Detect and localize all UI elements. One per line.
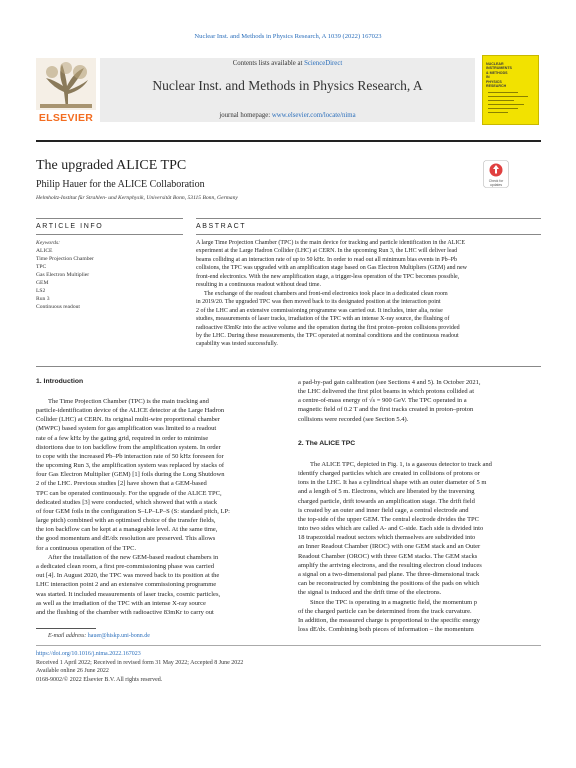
body-line: the top-side of the upper GEM. The central electrode divides the TPC: [298, 515, 479, 523]
abstract-line: experiment at the Large Hadron Collider (LHC) at CERN. In the upcoming Run 3, the LHC will deliver lead: [196, 248, 458, 255]
email-label: E-mail address:: [48, 633, 87, 639]
body-line: collisions were recorded (see Section 5.4).: [298, 415, 409, 423]
body-line: charged particle, drift towards an amplification stage. The drift field: [298, 497, 475, 505]
body-line: TPC can be operated continuously. For the upgrade of the ALICE TPC,: [36, 489, 222, 497]
footer-info: [36, 650, 243, 684]
body-line: ions in the LHC. It has a cylindrical shape with an outer diameter of 5 m: [298, 479, 487, 487]
body-line: an Inner Readout Chamber (IROC) with one GEM stack and an Outer: [298, 543, 481, 551]
email-footnote: [48, 632, 150, 641]
tpc-paragraph-2: [298, 598, 541, 635]
keywords-label: Keywords:: [36, 240, 61, 246]
abstract-line: 2 of the LHC and an extensive commissioning programme was carried out. It includes, inter alia, noise: [196, 307, 443, 314]
body-line: the upcoming Run 3, the amplification system was replaced by stacks of: [36, 462, 225, 470]
abstract-rule-bottom: [36, 366, 541, 367]
article-title: The upgraded ALICE TPC: [36, 158, 187, 173]
body-line: Since the TPC is operating in a magnetic field, the momentum p: [310, 599, 478, 606]
abstract-line: front-end electronics. With the new amplification stage, a trigger-less operation of the TPC becomes possible,: [196, 273, 460, 280]
abstract-line: capability was tested successfully.: [196, 341, 278, 348]
cover-decoration: [486, 90, 536, 118]
intro-paragraph-1: [36, 397, 280, 553]
body-line: dedicated studies [3] were conducted, which showed that with a stack: [36, 498, 218, 506]
intro-paragraph-2: [36, 553, 280, 617]
keyword-item: TPC: [36, 264, 47, 270]
body-line: Collider (LHC) at CERN. Its original multi-wire proportional chamber: [36, 416, 220, 424]
body-line: the LHC delivered the first pilot beams in which protons collided at: [298, 388, 475, 396]
received-dates: Received 1 April 2022; Received in revised form 31 May 2022; Accepted 8 June 2022: [36, 659, 244, 666]
homepage-link[interactable]: www.elsevier.com/locate/nima: [271, 112, 356, 119]
body-line: amplify the arriving electrons, and the resulting electron cloud induces: [298, 561, 482, 569]
contents-line: [100, 60, 475, 67]
body-line: LHC interaction point 2 and an extensive commissioning programme: [36, 581, 217, 589]
abstract-rule-top: [196, 218, 541, 219]
cover-title: [486, 62, 536, 88]
cover-line: NUCLEAR: [486, 62, 504, 66]
affiliation: Helmholtz-Institut für Strahlen- und Kernphysik, Universität Bonn, 53115 Bonn, Germany: [36, 195, 238, 201]
info-rule-mid: [36, 234, 183, 235]
body-line: to cope with the increased Pb–Pb interaction rate of 50 kHz foreseen for: [36, 452, 224, 460]
body-line: a pad-by-pad gain calibration (see Sections 4 and 5). In October 2021,: [298, 379, 481, 386]
keyword-item: Run 3: [36, 296, 50, 302]
body-line: four Gas Electron Multiplier (GEM) [1] foils during the Long Shutdown: [36, 471, 225, 479]
abstract-rule-mid: [196, 234, 541, 235]
homepage-line: [100, 112, 475, 119]
abstract-paragraph-2: [196, 290, 541, 349]
body-line: 18 trapezoidal readout sectors which themselves are subdivided into: [298, 534, 476, 542]
body-line: the signal is induced and the drift time of the electrons.: [298, 589, 442, 597]
copyright: 0168-9002/© 2022 Elsevier B.V. All rights reserved.: [36, 676, 163, 683]
body-line: a centre-of-mass energy of √s = 900 GeV. The TPC operated in a: [298, 397, 467, 405]
body-line: a signal on a two-dimensional pad plane. The three-dimensional track: [298, 570, 480, 578]
body-line: out [4]. In August 2020, the TPC was moved back to its position at the: [36, 572, 220, 580]
author-line[interactable]: Philip Hauer for the ALICE Collaboration: [36, 179, 205, 190]
body-line: loss dE/dx. Combining both pieces of information – the momentum: [298, 626, 474, 634]
keyword-item: LS2: [36, 288, 46, 294]
body-line: After the installation of the new GEM-based readout chambers in: [48, 554, 219, 561]
body-line: into two sides which are called A- and C-side. Each side is divided into: [298, 525, 484, 533]
keyword-item: Continuous readout: [36, 304, 80, 310]
publisher-logo-text: ELSEVIER: [38, 112, 94, 124]
article-info-heading: ARTICLE INFO: [36, 223, 104, 230]
abstract-line: radioactive 83mKr into the active volume and the operation during the first proton–proton collisions provided: [196, 324, 460, 331]
body-line: the ion backflow can be kept at a manageable level. At the same time,: [36, 526, 218, 534]
abstract-line: studies, measurements of laser tracks, irradiation of the TPC with an intense X-ray source, the flushing of: [196, 316, 450, 323]
body-line: rate of a few kHz by the gating grid, required in order to minimise: [36, 434, 209, 442]
email-link[interactable]: hauer@hiskp.uni-bonn.de: [87, 633, 150, 639]
abstract-paragraph-1: [196, 239, 541, 289]
body-line: as well as the irradiation of the TPC with an intense X-ray source: [36, 599, 206, 607]
keyword-item: Gas Electron Multiplier: [36, 272, 90, 278]
info-rule-top: [36, 218, 183, 219]
body-line: (MWPC) based system for gas amplification was limited to a readout: [36, 425, 217, 433]
cover-line: & METHODS: [486, 70, 508, 75]
header-rule: [36, 140, 541, 142]
body-line: can be reconstructed by combining the positions of the pads on which: [298, 580, 480, 588]
running-head[interactable]: Nuclear Inst. and Methods in Physics Research, A 1039 (2022) 167023: [194, 33, 382, 40]
abstract-line: resulting in a continuous readout without dead time.: [196, 282, 321, 289]
abstract-line: The exchange of the readout chambers and front-end electronics took place in a dedicated clean room: [204, 291, 448, 297]
body-line: was started. It included measurements of laser tracks, cosmic particles,: [36, 590, 221, 598]
abstract-heading: ABSTRACT: [196, 223, 247, 230]
abstract-line: collisions, the TPC was upgraded with an amplification stage based on Gas Electron Multipliers (GEM) and new: [196, 265, 467, 272]
keyword-item: Time Projection Chamber: [36, 256, 94, 262]
body-line: particle-identification device of the ALICE detector at the Large Hadron: [36, 407, 225, 415]
body-line: of four GEM foils in the configuration S–LP–LP–S (S: standard pitch, LP:: [36, 507, 230, 515]
body-line: a dedicated clean room, a first pre-commissioning phase was carried: [36, 563, 214, 571]
body-line: identify charged particles which are created in collisions of protons or: [298, 470, 480, 478]
abstract-line: A large Time Projection Chamber (TPC) is the main device for tracking and particle identification in the ALICE: [196, 240, 465, 246]
body-line: Readout Chamber (OROC) with three GEM stacks. The GEM stacks: [298, 552, 478, 560]
check-updates-label: Check for updates: [488, 179, 504, 187]
cover-line: PHYSICS: [486, 79, 502, 84]
homepage-prefix: journal homepage:: [219, 112, 271, 119]
abstract-line: beams colliding at an interaction rate of up to 50 kHz. In order to read out all minimum bias events in Pb–Pb: [196, 256, 457, 263]
body-line: is created by an outer and inner field cage, a central electrode and: [298, 506, 469, 514]
abstract-line: by the LHC. During these measurements, the TPC operated at nominal conditions and the continuous readout: [196, 333, 459, 340]
doi-link[interactable]: https://doi.org/10.1016/j.nima.2022.167023: [36, 651, 141, 657]
body-line: distortions due to ion backflow from the amplification system. In order: [36, 443, 221, 451]
keyword-item: GEM: [36, 280, 49, 286]
contents-prefix: Contents lists available at: [232, 60, 303, 67]
cover-line: RESEARCH: [486, 84, 507, 89]
keyword-item: ALICE: [36, 248, 53, 254]
section-heading-introduction: 1. Introduction: [36, 378, 84, 385]
section-heading-alice-tpc: 2. The ALICE TPC: [298, 440, 356, 447]
cover-line: INSTRUMENTS: [486, 66, 512, 71]
body-line: the good momentum and dE/dx resolution are preserved. This allows: [36, 535, 216, 543]
sciencedirect-link[interactable]: ScienceDirect: [304, 60, 343, 67]
cover-line: IN: [486, 75, 490, 80]
body-line: for a continuous operation of the TPC.: [36, 544, 137, 552]
body-line: magnetic field of 0.2 T and the first tracks created in proton–proton: [298, 406, 474, 414]
body-line: The Time Projection Chamber (TPC) is the main tracking and: [48, 398, 209, 405]
footnote-rule: [36, 628, 96, 629]
body-line: and a length of 5 m. Electrons, which are liberated by the traversing: [298, 488, 475, 496]
body-line: of the charged particle can be determined from the track curvature.: [298, 608, 472, 616]
available-online: Available online 26 June 2022: [36, 668, 109, 674]
journal-title: Nuclear Inst. and Methods in Physics Research, A: [152, 78, 423, 93]
body-line: 2 of the LHC. Previous studies [2] have shown that a GEM-based: [36, 480, 207, 488]
footer-rule: [36, 645, 541, 646]
body-line: large pitch) combined with an optimised choice of the transfer fields,: [36, 517, 216, 525]
body-line: and the flushing of the chamber with radioactive 83mKr to carry out: [36, 608, 214, 616]
body-line: The ALICE TPC, depicted in Fig. 1, is a gaseous detector to track and: [310, 461, 492, 468]
right-col-continuation: [298, 378, 541, 424]
body-line: In addition, the measured charge is proportional to the specific energy: [298, 617, 480, 625]
tpc-paragraph-1: [298, 460, 541, 597]
abstract-line: in 2019/20. The upgraded TPC was then moved back to its designated position at the interaction point: [196, 299, 441, 306]
